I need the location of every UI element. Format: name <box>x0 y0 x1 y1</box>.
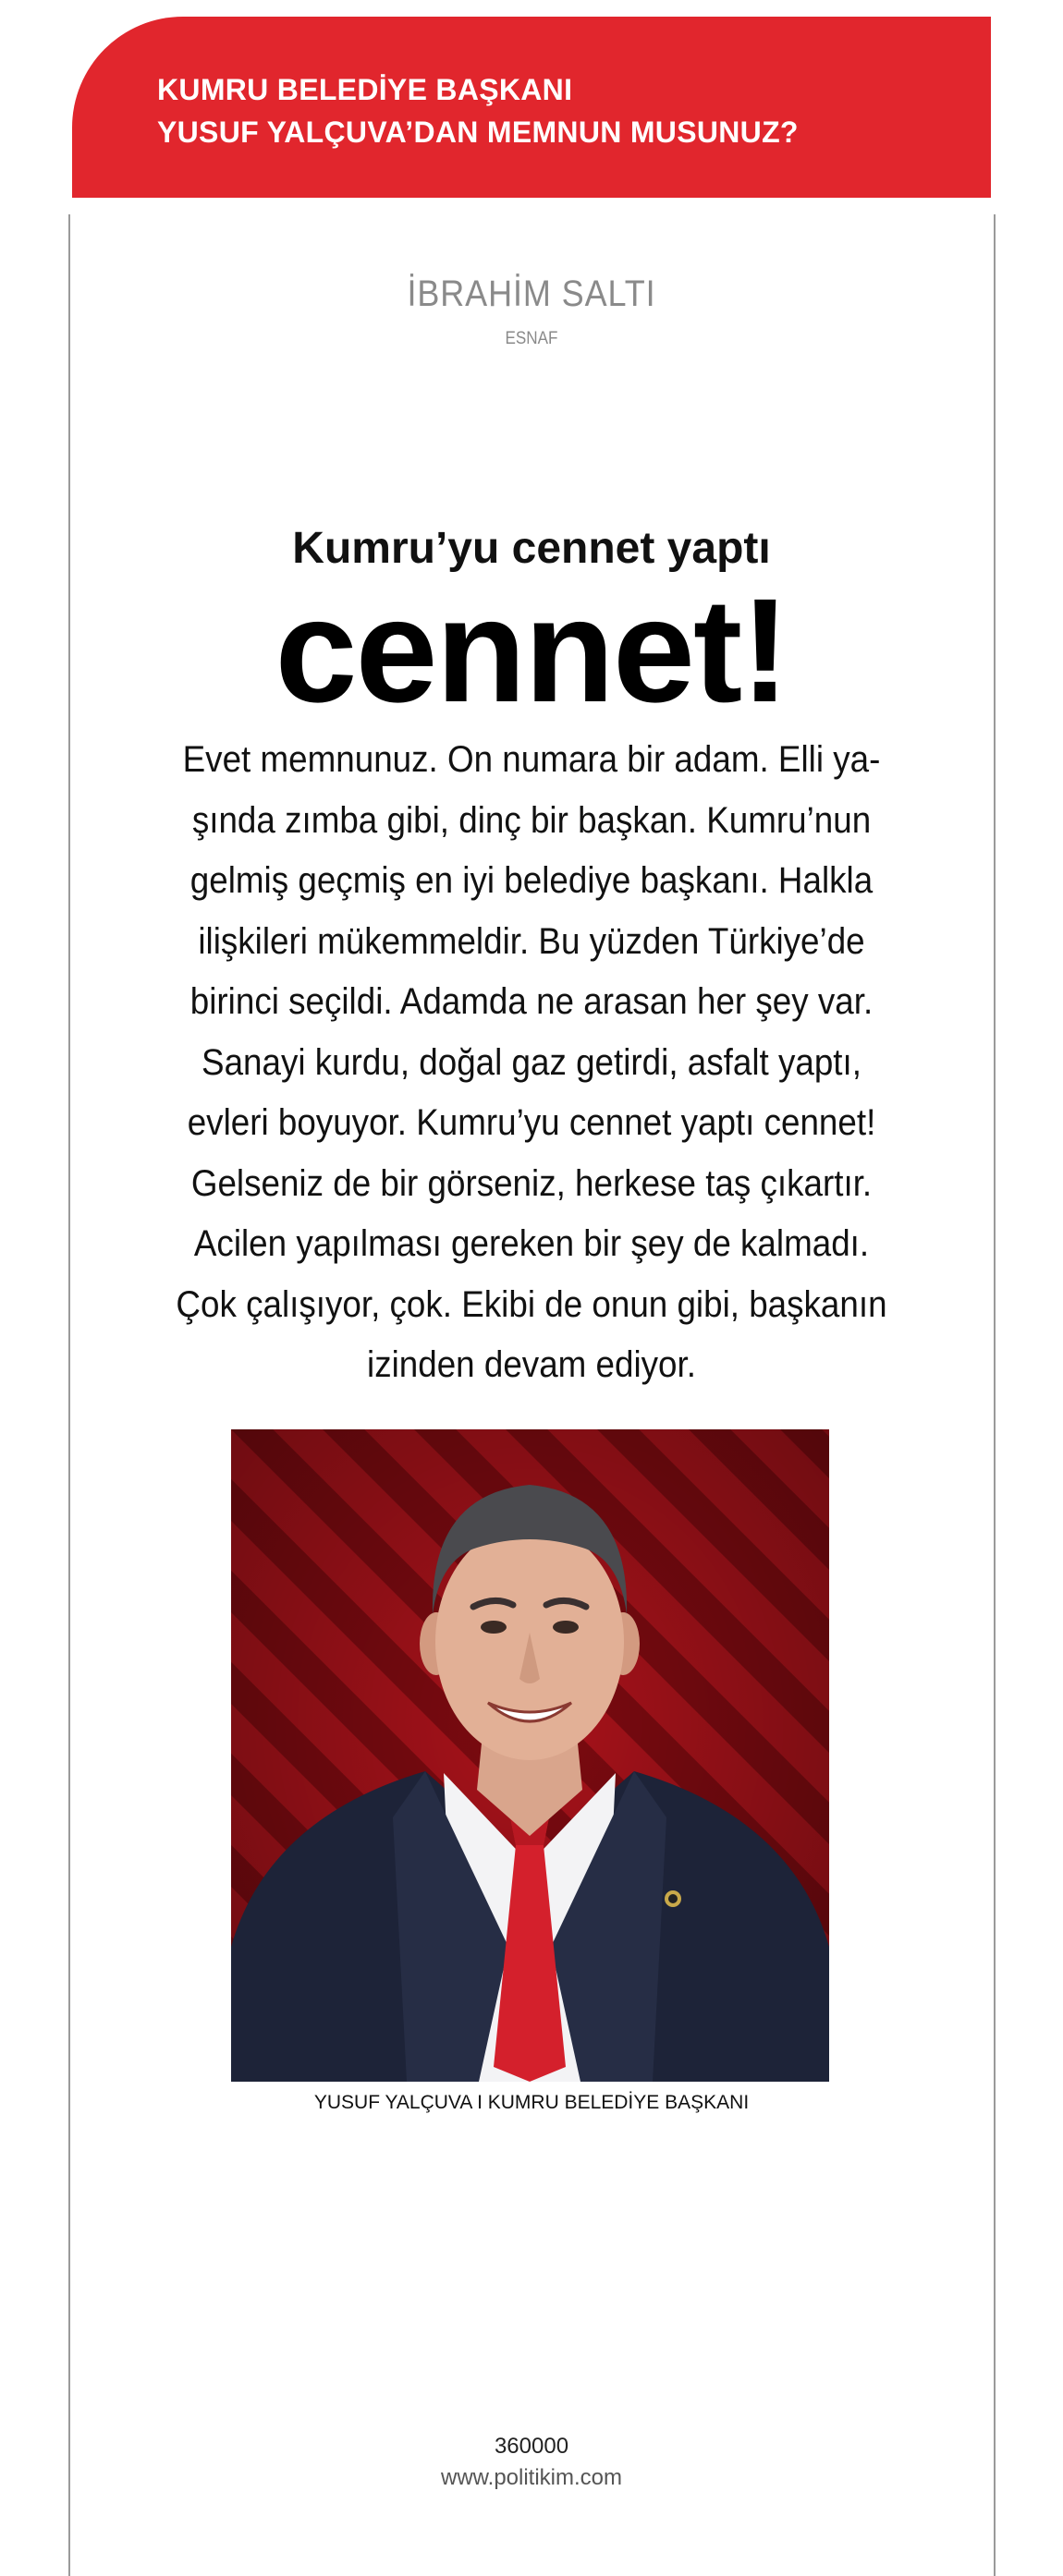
quote-line: Gelseniz de bir görseniz, herkese taş çıkartır. <box>190 1162 873 1204</box>
quote-line: evleri boyuyor. Kumru’yu cennet yaptı cennet! <box>187 1102 876 1143</box>
photo-caption: YUSUF YALÇUVA I KUMRU BELEDİYE BAŞKANI <box>313 2092 750 2113</box>
quote-line: ilişkileri mükemmeldir. Bu yüzden Türkiye’de <box>198 920 865 962</box>
footer-count: 360000 <box>494 2434 569 2459</box>
headline-main: cennet! <box>275 567 788 733</box>
quote-line: Sanayi kurdu, doğal gaz getirdi, asfalt yaptı, <box>202 1041 861 1083</box>
quote-line: Acilen yapılması gereken bir şey de kalmadı. <box>193 1223 870 1264</box>
portrait-illustration <box>231 1429 829 2082</box>
portrait-photo <box>231 1429 829 2082</box>
header-banner <box>72 17 991 198</box>
author-role: ESNAF <box>505 329 558 348</box>
quote-line: birinci seçildi. Adamda ne arasan her şey var. <box>189 981 874 1022</box>
quote-line: şında zımba gibi, dinç bir başkan. Kumru’nun <box>191 799 872 841</box>
quote-line: Evet memnunuz. On numara bir adam. Elli ya- <box>182 739 881 780</box>
quote-line: izinden devam ediyor. <box>367 1344 696 1385</box>
headline-subtitle: Kumru’yu cennet yaptı <box>292 524 771 573</box>
banner-title-line-2: YUSUF YALÇUVA’DAN MEMNUN MUSUNUZ? <box>157 115 799 149</box>
banner-title-line-1: KUMRU BELEDİYE BAŞKANI <box>157 73 573 106</box>
footer-website-url[interactable]: www.politikim.com <box>440 2465 623 2490</box>
quote-body <box>139 730 924 1396</box>
quote-line: Çok çalışıyor, çok. Ekibi de onun gibi, başkanın <box>176 1283 887 1325</box>
quote-line: gelmiş geçmiş en iyi belediye başkanı. Halkla <box>189 860 874 901</box>
author-name: İBRAHİM SALTI <box>407 273 656 314</box>
